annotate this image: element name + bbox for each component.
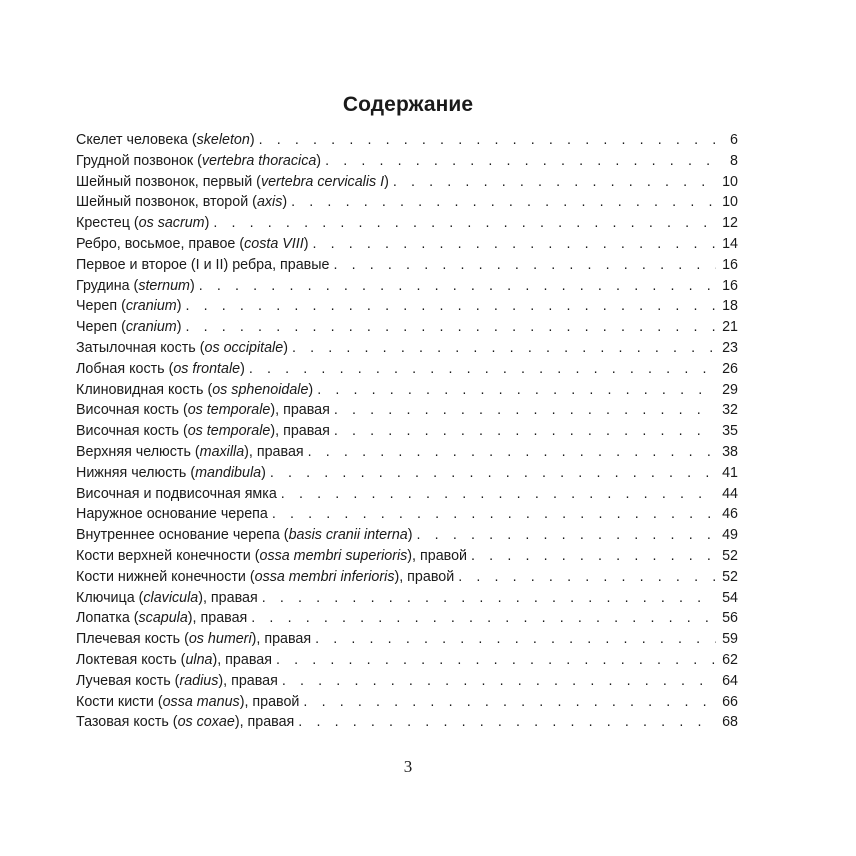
page-title: Содержание [342,93,474,116]
toc-entry-page: 6 [730,132,738,148]
title-part: Ребро, восьмое, правое ( [76,235,245,252]
title-part: ) [283,339,288,356]
toc-entry-page: 32 [722,402,738,419]
dot-leader [259,132,716,148]
toc-entry-title [76,548,467,564]
dot-leader [333,257,716,273]
title-part: Наружное основание черепа [76,506,268,523]
title-part: Крестец ( [76,215,139,232]
title-part: Скелет человека ( [76,132,197,148]
dot-leader [276,652,716,668]
dot-leader [213,215,716,231]
latin-term: os temporale [187,402,271,419]
toc-entry-title [76,465,266,481]
dot-leader [317,382,716,398]
toc-entry-page: 26 [722,360,738,377]
toc-entry [76,506,738,527]
toc-entry-page: 21 [722,319,738,336]
title-part: Лучевая кость ( [76,672,180,689]
toc-entry-page: 59 [722,631,738,648]
title-part: Тазовая кость ( [76,714,178,731]
toc-entry-title [76,423,330,439]
title-part: ), правая [270,423,330,440]
dot-leader [251,610,716,626]
latin-term: mandibula [195,464,262,481]
dot-leader [272,506,716,522]
page-number: 3 [403,757,413,776]
latin-term: basis cranii interna [288,527,408,544]
toc-entry-page: 66 [722,693,738,710]
dot-leader [262,590,716,606]
title-part: Височная кость ( [76,402,188,419]
toc-entry [76,631,738,652]
latin-term: ossa manus [162,693,240,710]
toc-entry-page: 35 [722,423,738,440]
toc-entry-title [76,340,288,356]
title-part: ) [384,173,389,190]
dot-leader [458,569,716,585]
toc-entry-page: 29 [722,381,738,398]
latin-term: os humeri [188,631,252,648]
latin-term: ossa membri superioris [259,547,408,564]
toc-entry-page: 52 [722,568,738,585]
latin-term: maxilla [199,443,245,460]
latin-term: os frontale [173,360,241,377]
toc-entry-page: 52 [722,547,738,564]
dot-leader [334,423,716,439]
title-part: Грудина ( [76,277,139,294]
toc-entry [76,423,738,444]
toc-entry-title [76,194,287,210]
toc-entry-page: 64 [722,672,738,689]
title-part: Затылочная кость ( [76,339,205,356]
latin-term: cranium [125,298,177,315]
title-part: ) [282,194,288,211]
dot-leader [303,694,716,710]
table-of-contents [76,132,738,735]
toc-entry-page: 41 [722,464,738,481]
toc-entry-page: 68 [722,714,738,731]
title-part: ), правая [244,443,304,460]
title-part: ), правая [270,402,330,419]
toc-entry-page: 16 [722,277,738,294]
toc-entry [76,132,738,153]
title-part: ) [189,277,195,294]
toc-entry [76,215,738,236]
toc-entry-title [76,631,311,647]
toc-entry-title [76,569,454,585]
toc-entry-page: 12 [722,215,738,232]
toc-entry-title [76,694,299,710]
title-part: ) [407,527,413,544]
toc-entry [76,652,738,673]
toc-entry-page: 46 [722,506,738,523]
title-part: ) [316,152,322,169]
toc-entry [76,361,738,382]
dot-leader [312,236,716,252]
toc-entry [76,673,738,694]
toc-entry-title [76,590,258,606]
toc-entry-title [76,527,413,543]
dot-leader [291,194,716,210]
title-part: Череп ( [76,298,126,315]
toc-entry [76,319,738,340]
dot-leader [249,361,716,377]
toc-entry [76,486,738,507]
title-part: Кости нижней конечности ( [76,568,255,585]
title-part: Шейный позвонок, второй ( [76,194,257,211]
dot-leader [308,444,716,460]
title-part: ) [176,298,182,315]
latin-term: clavicula [143,589,199,606]
title-part: ), правой [239,693,300,710]
toc-entry [76,298,738,319]
toc-entry-page: 8 [730,152,738,169]
latin-term: scapula [138,610,188,627]
title-part: Ключица ( [76,589,144,606]
dot-leader [325,153,716,169]
dot-leader [281,486,716,502]
toc-entry-page: 23 [722,339,738,356]
latin-term: os sphenoidale [212,381,309,398]
toc-entry-title [76,382,313,398]
dot-leader [471,548,716,564]
title-part: Локтевая кость ( [76,651,186,668]
toc-entry-page: 62 [722,651,738,668]
dot-leader [292,340,716,356]
toc-entry-title [76,402,330,418]
title-part: Грудной позвонок ( [76,152,202,169]
toc-entry [76,548,738,569]
toc-entry-title [76,174,389,190]
title-part: Височная кость ( [76,423,188,440]
latin-term: cranium [125,319,177,336]
latin-term: sternum [138,277,190,294]
dot-leader [185,298,716,314]
dot-leader [199,278,716,294]
latin-term: vertebra thoracica [201,152,317,169]
title-part: Клиновидная кость ( [76,381,213,398]
title-part: Внутреннее основание черепа ( [76,527,289,544]
toc-entry-title [76,257,329,273]
toc-entry [76,444,738,465]
title-part: ), правой [394,568,455,585]
toc-entry [76,527,738,548]
dot-leader [282,673,716,689]
title-part: ) [308,381,314,398]
toc-entry [76,714,738,735]
title-part: ) [240,360,245,377]
toc-entry-page: 38 [722,443,738,460]
latin-term: os temporale [187,423,271,440]
title-part: ), правая [218,672,278,689]
title-part: ) [249,132,255,148]
title-part: Плечевая кость ( [76,631,189,648]
title-part: Лопатка ( [76,610,139,627]
title-part: ) [303,235,309,252]
latin-term: os sacrum [138,215,205,232]
toc-entry-page: 44 [722,485,738,502]
latin-term: costa VIII [244,235,304,252]
title-part: ), правая [198,589,258,606]
title-part: ), правой [407,547,468,564]
toc-entry-page: 14 [722,235,738,252]
toc-entry-title [76,610,247,626]
toc-entry-page: 49 [722,527,738,544]
toc-entry-title [76,153,321,169]
title-part: ) [176,319,182,336]
title-part: Верхняя челюсть ( [76,443,200,460]
toc-entry-title [76,506,268,522]
latin-term: skeleton [196,132,250,148]
title-part: Кости верхней конечности ( [76,547,260,564]
toc-entry-title [76,236,308,252]
dot-leader [334,402,716,418]
title-part: Череп ( [76,319,126,336]
toc-entry-title [76,298,181,314]
latin-term: radius [179,672,219,689]
dot-leader [298,714,716,730]
dot-leader [315,631,716,647]
toc-entry [76,257,738,278]
toc-entry [76,382,738,403]
toc-entry [76,465,738,486]
title-part: ), правая [251,631,312,648]
toc-entry [76,340,738,361]
latin-term: vertebra cervicalis I [260,173,385,190]
title-part: ), правая [212,651,272,668]
toc-entry-title [76,444,304,460]
latin-term: ossa membri inferioris [254,568,395,585]
toc-entry [76,174,738,195]
toc-entry [76,194,738,215]
toc-entry [76,153,738,174]
toc-entry-page: 16 [722,256,738,273]
latin-term: axis [256,194,283,211]
title-part: ), правая [187,610,248,627]
title-part: Первое и второе (I и II) ребра, правые [76,256,330,273]
toc-entry-page: 56 [722,610,738,627]
toc-entry-page: 18 [722,298,738,315]
dot-leader [393,174,716,190]
toc-entry-title [76,714,294,730]
toc-entry [76,610,738,631]
toc-entry-title [76,673,278,689]
title-part: ) [204,215,210,232]
toc-entry [76,278,738,299]
toc-entry-title [76,215,209,231]
toc-entry-title [76,278,195,294]
title-part: ), правая [234,714,295,731]
toc-entry [76,569,738,590]
latin-term: ulna [185,651,213,668]
title-part: Лобная кость ( [76,360,174,377]
toc-entry-page: 54 [722,589,738,606]
toc-entry-title [76,486,277,502]
dot-leader [270,465,716,481]
toc-entry-page: 10 [722,194,738,211]
title-part: Шейный позвонок, первый ( [76,173,261,190]
title-part: Височная и подвисочная ямка [76,485,277,502]
latin-term: os occipitale [204,339,284,356]
dot-leader [185,319,716,335]
toc-entry-title [76,319,181,335]
toc-entry-title [76,132,255,148]
title-part: Кости кисти ( [76,693,163,710]
toc-entry [76,236,738,257]
latin-term: os coxae [177,714,235,731]
toc-entry-page: 10 [722,173,738,190]
dot-leader [417,527,716,543]
toc-entry [76,694,738,715]
toc-entry-title [76,361,245,377]
toc-entry [76,590,738,611]
toc-entry-title [76,652,272,668]
title-part: ) [261,464,266,481]
toc-entry [76,402,738,423]
title-part: Нижняя челюсть ( [76,464,196,481]
